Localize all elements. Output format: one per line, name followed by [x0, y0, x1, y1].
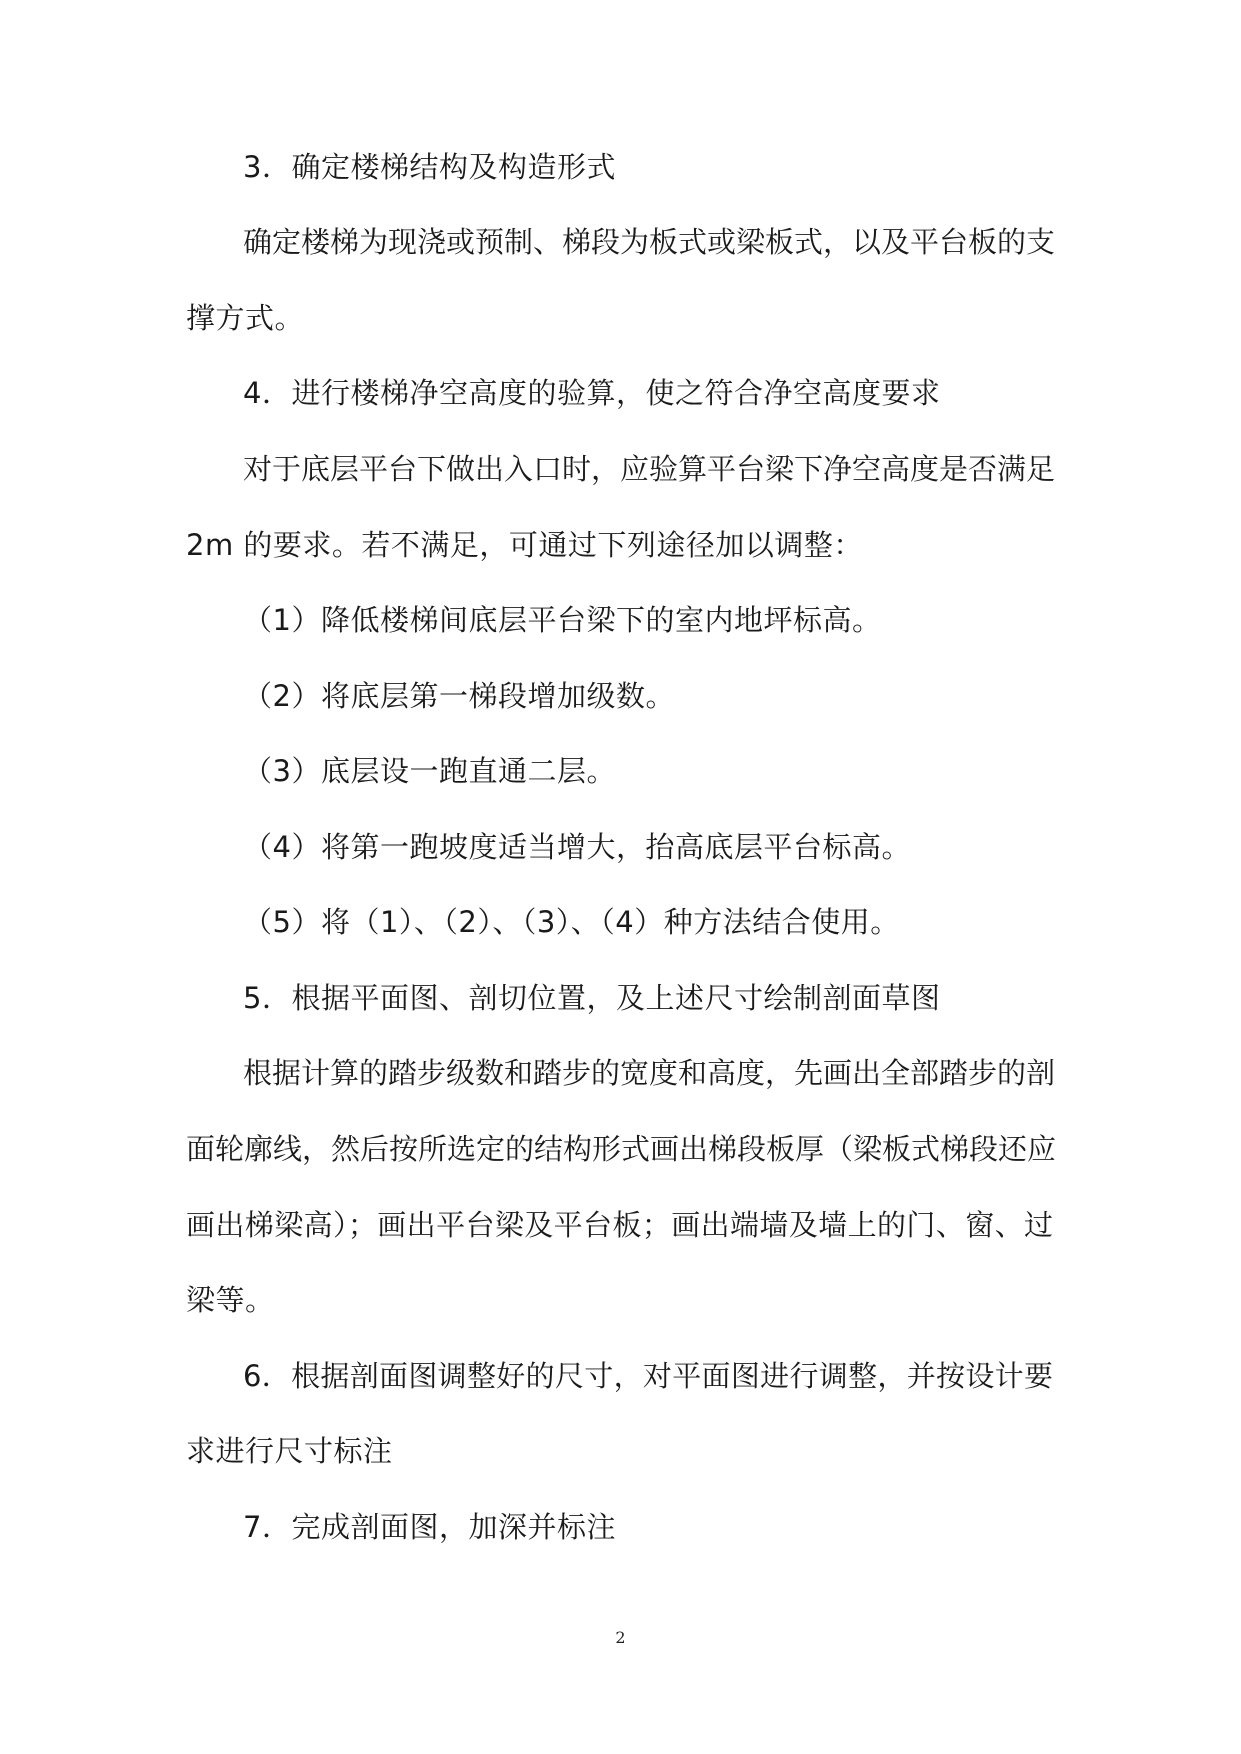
paragraph-line: 确定楼梯为现浇或预制、梯段为板式或梁板式，以及平台板的支: [243, 225, 1056, 259]
heading-6: 6．根据剖面图调整好的尺寸，对平面图进行调整，并按设计要: [243, 1359, 1053, 1393]
heading-5: 5．根据平面图、剖切位置，及上述尺寸绘制剖面草图: [243, 981, 941, 1015]
paragraph-line: 面轮廓线，然后按所选定的结构形式画出梯段板厚（梁板式梯段还应: [186, 1132, 1057, 1166]
list-item: （5）将（1）、（2）、（3）、（4）种方法结合使用。: [243, 905, 900, 939]
paragraph-line: 2m 的要求。若不满足，可通过下列途径加以调整：: [186, 528, 863, 562]
paragraph-line: 根据计算的踏步级数和踏步的宽度和高度，先画出全部踏步的剖: [243, 1056, 1056, 1090]
paragraph-line: 画出梯梁高）；画出平台梁及平台板；画出端墙及墙上的门、窗、过: [186, 1208, 1053, 1242]
list-item: （4）将第一跑坡度适当增大，抬高底层平台标高。: [243, 830, 911, 864]
heading-4: 4．进行楼梯净空高度的验算，使之符合净空高度要求: [243, 376, 941, 410]
heading-3: 3．确定楼梯结构及构造形式: [243, 150, 616, 184]
list-item: （2）将底层第一梯段增加级数。: [243, 679, 675, 713]
page-number: 2: [615, 1628, 626, 1647]
paragraph-line: 对于底层平台下做出入口时，应验算平台梁下净空高度是否满足: [243, 452, 1056, 486]
heading-7: 7．完成剖面图，加深并标注: [243, 1510, 616, 1544]
paragraph-line: 梁等。: [186, 1283, 275, 1317]
list-item: （1）降低楼梯间底层平台梁下的室内地坪标高。: [243, 603, 882, 637]
list-item: （3）底层设一跑直通二层。: [243, 754, 616, 788]
paragraph-line: 撑方式。: [186, 301, 305, 335]
heading-6-continued: 求进行尺寸标注: [186, 1434, 393, 1468]
